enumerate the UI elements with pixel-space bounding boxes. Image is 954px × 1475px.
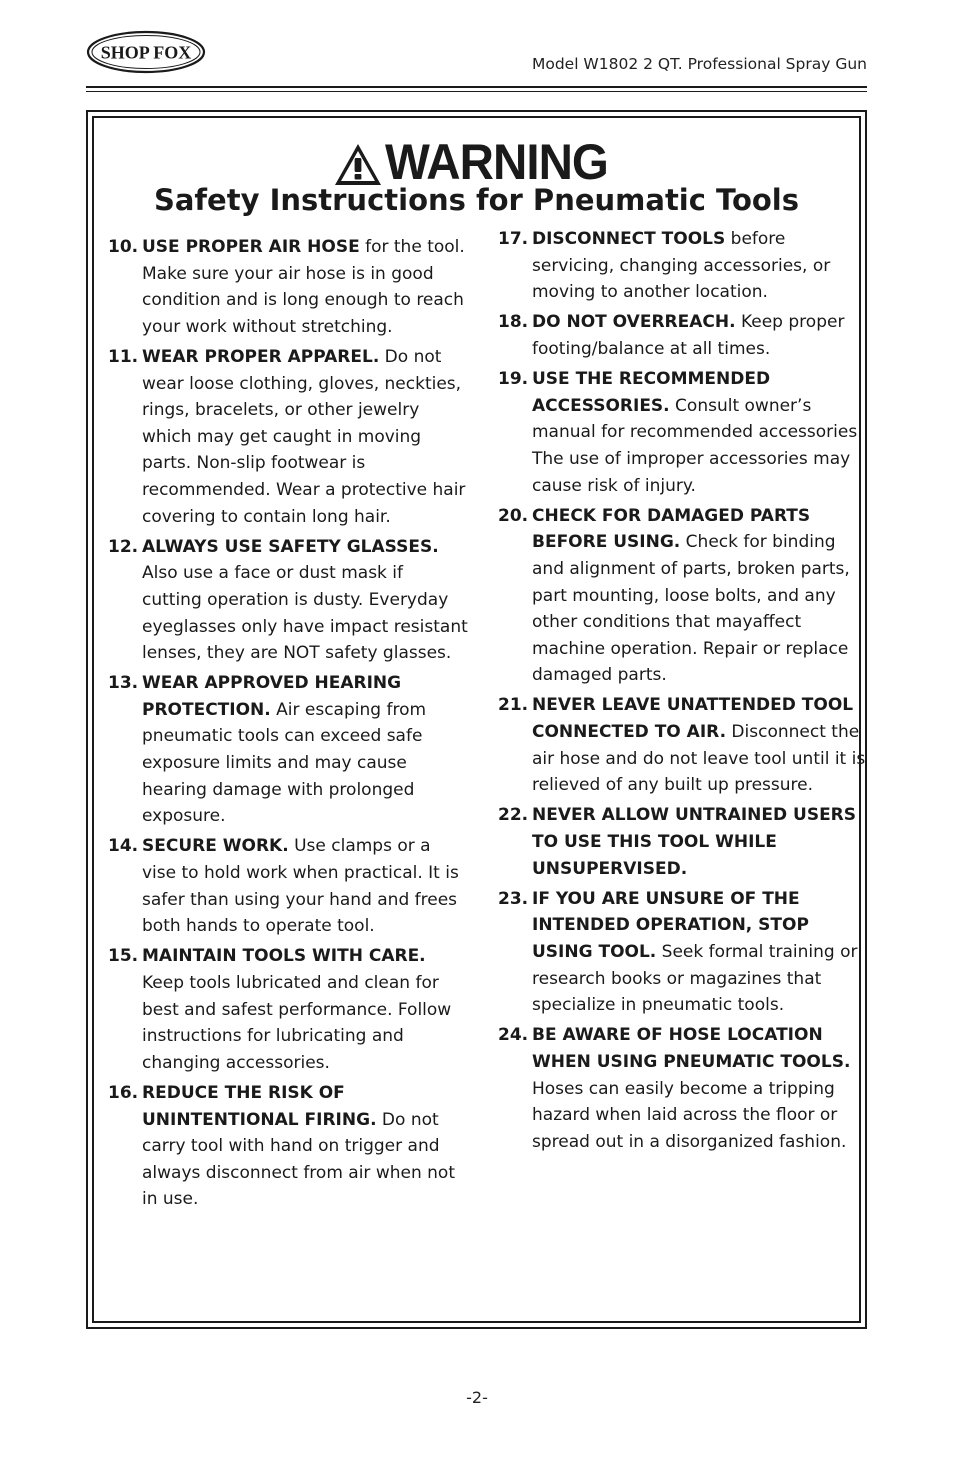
right-column (498, 226, 866, 1159)
item-heading: BE AWARE OF HOSE LOCATION WHEN USING PNEUMATIC TOOLS. (532, 1025, 851, 1072)
item-text: Air escaping from pneumatic tools can exceed safe exposure limits and may cause hearing damage with prolonged exposure. (142, 699, 427, 827)
item-heading: IF YOU ARE UNSURE OF THE INTENDED OPERATION, STOP USING TOOL. (532, 888, 809, 962)
item-text: Also use a face or dust mask if cutting operation is dusty. Everyday eyeglasses only have impact resistant lenses, they are NOT safety glasses. (142, 563, 468, 664)
item-heading: NEVER LEAVE UNATTENDED TOOL CONNECTED TO AIR. (532, 695, 854, 743)
item-heading: DO NOT OVERREACH. (532, 312, 736, 333)
safety-item (498, 503, 866, 689)
section-subtitle: Safety Instructions for Pneumatic Tools (153, 183, 800, 217)
safety-item (108, 833, 468, 939)
safety-item (498, 226, 866, 306)
item-number: 15. (108, 946, 139, 967)
left-column (108, 234, 468, 1217)
item-heading: REDUCE THE RISK OF UNINTENTIONAL FIRING. (142, 1082, 377, 1130)
item-heading: SECURE WORK. (142, 836, 289, 857)
safety-item (108, 534, 468, 667)
item-number: 14. (108, 836, 139, 857)
item-text: Keep proper footing/balance at all times. (532, 312, 845, 359)
item-text: Consult owner’s manual for recommended accessories. The use of improper accessories may cause risk of injury. (532, 395, 863, 496)
item-number: 12. (108, 536, 139, 557)
safety-item (498, 309, 866, 362)
item-heading: MAINTAIN TOOLS WITH CARE. (142, 946, 426, 967)
item-heading: CHECK FOR DAMAGED PARTS BEFORE USING. (532, 505, 811, 553)
item-number: 22. (498, 805, 529, 826)
shop-fox-logo-icon (86, 30, 206, 74)
item-heading: WEAR PROPER APPAREL. (142, 346, 380, 367)
model-line: Model W1802 2 QT. Professional Spray Gun (531, 55, 867, 73)
warning-box-inner-border (92, 116, 866, 1323)
item-number: 24. (498, 1025, 529, 1046)
item-number: 20. (498, 505, 529, 526)
item-text: for the tool. Make sure your air hose is in good condition and is long enough to reach your work without stretching. (142, 237, 465, 337)
safety-item (108, 670, 468, 830)
item-text: Keep tools lubricated and clean for best and safest performance. Follow instructions for lubricating and changing accessories. (142, 973, 452, 1073)
item-heading: NEVER ALLOW UNTRAINED USERS TO USE THIS TOOL WHILE UNSUPERVISED. (532, 805, 857, 879)
item-number: 17. (498, 229, 529, 249)
item-number: 19. (498, 369, 529, 390)
warning-title: WARNING (385, 134, 609, 190)
page-number: -2- (466, 1388, 488, 1407)
safety-item (498, 1022, 866, 1155)
safety-item (498, 886, 866, 1019)
item-text: Do not carry tool with hand on trigger and always disconnect from air when not in use. (142, 1109, 455, 1210)
item-heading: USE PROPER AIR HOSE (142, 237, 360, 257)
item-text: Do not wear loose clothing, gloves, neckties, rings, bracelets, or other jewelry which may get caught in moving parts. Non-slip footwear is recommended. Wear a protective hair covering to contain long hair. (142, 346, 466, 527)
item-text: Hoses can easily become a tripping hazard when laid across the floor or spread out in a disorganized fashion. (532, 1078, 847, 1152)
item-text: Check for binding and alignment of parts, broken parts, part mounting, loose bolts, and any other conditions that mayaffect machine operation. Repair or replace damaged parts. (532, 532, 850, 686)
header-rule (86, 86, 867, 88)
safety-item (108, 234, 468, 340)
shop-fox-logo (86, 30, 206, 74)
header-rule-thin (86, 91, 867, 92)
item-text: Seek formal training or research books or magazines that specialize in pneumatic tools. (532, 942, 858, 1016)
item-number: 21. (498, 695, 529, 716)
safety-item (108, 943, 468, 1076)
item-text: Disconnect the air hose and do not leave tool until it is relieved of any built up pressure. (532, 722, 866, 796)
logo-text: SHOP FOX (100, 42, 192, 63)
item-text: before servicing, changing accessories, or moving to another location. (532, 229, 831, 303)
warning-box (86, 110, 867, 1329)
item-number: 16. (108, 1082, 139, 1103)
item-heading: DISCONNECT TOOLS (532, 229, 726, 249)
safety-item (498, 802, 866, 882)
safety-item (498, 692, 866, 798)
item-heading: USE THE RECOMMENDED ACCESSORIES. (532, 369, 771, 416)
item-number: 23. (498, 888, 529, 909)
item-number: 13. (108, 673, 139, 694)
safety-item (498, 366, 866, 499)
item-heading: WEAR APPROVED HEARING PROTECTION. (142, 673, 402, 720)
item-text: Use clamps or a vise to hold work when practical. It is safer than using your hand and frees both hands to operate tool. (142, 836, 459, 937)
safety-item (108, 1080, 468, 1213)
item-number: 10. (108, 237, 139, 257)
item-number: 18. (498, 312, 529, 333)
safety-item (108, 344, 468, 530)
item-heading: ALWAYS USE SAFETY GLASSES. (142, 536, 439, 557)
item-number: 11. (108, 346, 139, 367)
